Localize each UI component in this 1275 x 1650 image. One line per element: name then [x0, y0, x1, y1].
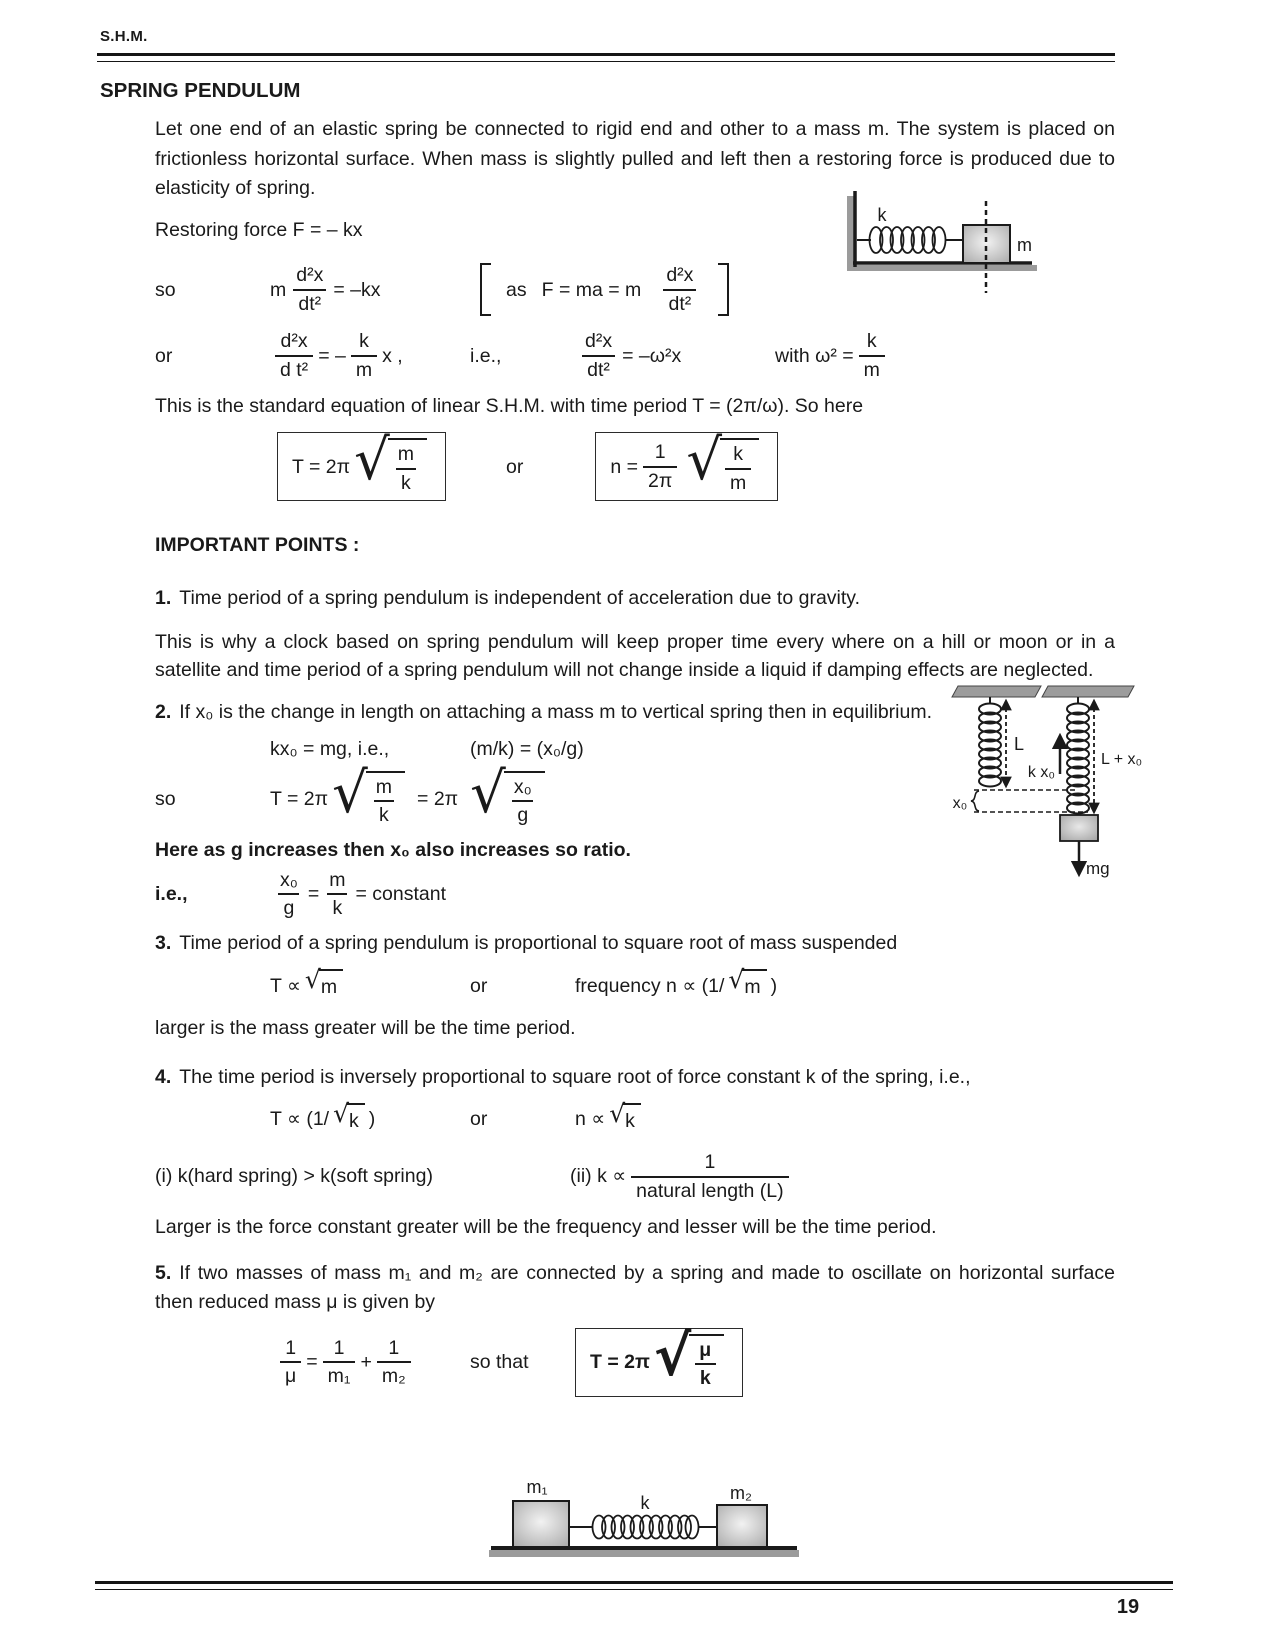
- mass1-block: [513, 1501, 569, 1547]
- spring-coil: [870, 227, 946, 253]
- diagram-two-mass-spring: [485, 1475, 805, 1567]
- point-1-text: Time period of a spring pendulum is independent of acceleration due to gravity.: [179, 586, 861, 609]
- diagram-horizontal-spring-mass: [838, 183, 1050, 305]
- intro-paragraph: Let one end of an elastic spring be connected to rigid end and other to a mass m. The system is placed on frictionless horizontal surface. When mass is slightly pulled and left then a restoring force is produced due to elasticity of spring.: [155, 118, 1115, 199]
- point-5-equation-row: [275, 1323, 1115, 1397]
- spring-coil: [593, 1515, 699, 1538]
- boxed-n-pre: n =: [610, 455, 639, 478]
- square-root: √ $\frac{m}{k}$: [354, 438, 427, 495]
- floor-shadow: [489, 1550, 799, 1557]
- diagram-vertical-spring: [938, 678, 1163, 893]
- square-root: √ $\frac{\text{x₀}}{g}$: [470, 771, 545, 828]
- close-paren: ): [770, 974, 778, 997]
- with-label: with ω² =: [775, 344, 854, 367]
- point-2-eq-b: (m/k) = (x₀/g): [470, 737, 584, 760]
- eq-so-rhs: = –kx: [333, 278, 381, 301]
- point-3: [155, 929, 1115, 957]
- diagram-two-mass-wrapper: [485, 1475, 1115, 1575]
- point-3-number: 3.: [155, 931, 172, 954]
- so-that-label: so that: [470, 1351, 529, 1374]
- square-root: √ $\frac{m}{k}$: [332, 771, 405, 828]
- boxed-reduced-mass-period: [575, 1323, 743, 1397]
- eq-ie-rhs: = –ω²x: [622, 344, 682, 367]
- square-root: √ k: [333, 1103, 365, 1136]
- or-word: or: [470, 1108, 488, 1131]
- boxed-time-period-equation: [277, 428, 446, 501]
- point-4-text: The time period is inversely proportional to square root of force constant k of the spring, i.e.,: [179, 1065, 971, 1088]
- point-4-t-expression: [270, 1098, 470, 1136]
- point-2-number: 2.: [155, 701, 172, 724]
- point-2-bold-line: Here as g increases then x₀ also increases so ratio.: [155, 838, 631, 861]
- fraction: $\frac{\text{d²x}}{\text{dt²}}$: [580, 329, 617, 382]
- left-bracket: [480, 263, 491, 316]
- eq-so-bracket: [470, 254, 739, 325]
- fraction: $\frac{1}{\text{m₁}}$: [323, 1336, 356, 1389]
- frequency-pre: frequency n ∝ (1/: [575, 974, 725, 997]
- fraction: $\frac{1}{2\pi}$: [643, 440, 677, 493]
- spring-constant-label: k: [877, 205, 887, 225]
- or-word: or: [506, 455, 524, 478]
- point-5-text: If two masses of mass m₁ and m₂ are connected by a spring and made to oscillate on horizontal surface then reduced mass μ is given by: [155, 1262, 1115, 1313]
- point-1: [155, 584, 1115, 612]
- point-1-number: 1.: [155, 586, 172, 609]
- wall-shadow: [847, 196, 854, 271]
- fraction: $\frac{\text{d²x}}{\text{dt²}}$: [661, 263, 698, 316]
- square-root: √ k: [609, 1103, 641, 1136]
- weight-label: mg: [1086, 859, 1110, 878]
- boxed-t-pre: T = 2π: [590, 1351, 650, 1374]
- eq-as-body: F = ma = m: [541, 278, 642, 301]
- section-title: SPRING PENDULUM: [100, 78, 301, 102]
- eq-with-expression: [775, 329, 890, 382]
- ie-label: i.e.,: [470, 344, 502, 367]
- standard-equation-line: This is the standard equation of linear S.H.M. with time period T = (2π/ω). So here: [155, 395, 864, 418]
- eq-so-coef: m: [270, 278, 287, 301]
- equals: =: [306, 1351, 318, 1374]
- point-4-number: 4.: [155, 1065, 172, 1088]
- eq-as-label: as: [506, 278, 527, 301]
- point-1-paragraph: This is why a clock based on spring pendulum will keep proper time every where on a hill or moon or in a satellite and time period of a spring pendulum will not change inside a liquid if damping effects are neglected.: [155, 630, 1115, 682]
- page-number: 19: [1116, 1596, 1140, 1618]
- ie-label: i.e.,: [155, 883, 188, 906]
- natural-length-label: L: [1014, 734, 1025, 754]
- point-4-n-expression: [575, 1098, 645, 1136]
- boxed-frequency-equation: [595, 428, 778, 501]
- point-3-t-expression: [270, 965, 470, 1002]
- t-prop: T ∝: [270, 974, 301, 997]
- point-2-eq-a: kx₀ = mg, i.e.,: [270, 737, 390, 760]
- point-4-items-row: [155, 1150, 1115, 1203]
- spring-constant-label: k: [640, 1492, 650, 1513]
- item-ii-pre: (ii) k ∝: [570, 1165, 627, 1188]
- floor-shadow: [847, 265, 1037, 271]
- boxed-t-pre: T = 2π: [292, 455, 351, 478]
- point-2-text: If x₀ is the change in length on attaching a mass m to vertical spring then in equilibrium.: [179, 701, 933, 724]
- square-root: √ m: [728, 969, 766, 1002]
- eq-or-label: or: [155, 344, 173, 367]
- spring-force-label: k x₀: [1027, 764, 1055, 781]
- t-pre: T = 2π: [270, 788, 329, 811]
- mass2-label: m₂: [730, 1482, 752, 1503]
- eq-or-x: x ,: [382, 344, 403, 367]
- ceiling-right: [1042, 686, 1134, 697]
- point-5: [155, 1259, 1115, 1316]
- square-root: √ $\frac{\mu}{k}$: [654, 1334, 724, 1391]
- left-spring-coil: [979, 704, 1001, 787]
- so-label: so: [155, 788, 176, 811]
- fraction: $\frac{1}{\mu}$: [280, 1336, 301, 1389]
- reduced-mass-expression: [275, 1336, 470, 1389]
- right-bracket: [718, 263, 729, 316]
- mass1-label: m₁: [526, 1476, 548, 1497]
- eq-so-label: so: [155, 278, 176, 301]
- eq-or-expression: [270, 329, 470, 382]
- eq-ie-expression: [575, 329, 775, 382]
- ratio-expression: [270, 868, 446, 921]
- stretched-length-label: L + x₀: [1101, 751, 1143, 768]
- eq-so-expression: [270, 263, 470, 316]
- right-spring-coil: [1067, 704, 1089, 814]
- equation-row-or: [100, 329, 1115, 382]
- hanging-mass-block: [1060, 815, 1098, 841]
- extension-brace: [971, 791, 979, 811]
- close-paren: ): [368, 1108, 376, 1131]
- t-prop-pre: T ∝ (1/: [270, 1108, 330, 1131]
- point-2-period-expression: [270, 760, 549, 828]
- square-root: √ m: [305, 969, 343, 1002]
- point-3-tail: larger is the mass greater will be the time period.: [155, 1017, 576, 1040]
- point-4-equation-row: [270, 1098, 1115, 1136]
- footer-rule: [95, 1581, 1173, 1590]
- square-root: √ $\frac{k}{m}$: [686, 438, 759, 495]
- point-4-item-i: (i) k(hard spring) > k(soft spring): [155, 1165, 433, 1188]
- eq-or-mid: = –: [318, 344, 346, 367]
- fraction: $\frac{m}{k}$: [329, 868, 346, 920]
- fraction: $\frac{\text{x₀}}{g}$: [280, 868, 298, 920]
- fraction: $\frac{\text{d²x}}{\text{dt²}}$: [291, 263, 328, 316]
- point-4-tail: Larger is the force constant greater will be the frequency and lesser will be the time period.: [155, 1216, 937, 1238]
- fraction: $\frac{1}{\text{m₂}}$: [377, 1336, 411, 1389]
- equals-constant: = constant: [355, 883, 447, 906]
- point-3-equation-row: [270, 965, 1115, 1002]
- extension-label: x₀: [952, 795, 968, 812]
- boxed-equations-row: [277, 428, 1115, 501]
- header-rule: [97, 53, 1115, 62]
- or-word: or: [470, 974, 488, 997]
- mass-label: m: [1017, 235, 1032, 255]
- point-4: [155, 1063, 1115, 1091]
- point-5-number: 5.: [155, 1262, 172, 1285]
- ceiling-left: [952, 686, 1041, 697]
- point-4-item-ii: [570, 1150, 794, 1203]
- fraction: $\frac{k}{m}$: [351, 329, 377, 382]
- fraction: $\frac{\text{d²x}}{\text{d t²}}$: [275, 329, 313, 382]
- equals-2pi: = 2π: [417, 788, 459, 811]
- point-3-text: Time period of a spring pendulum is proportional to square root of mass suspended: [179, 931, 898, 954]
- equals: =: [307, 883, 320, 906]
- point-3-n-expression: [575, 965, 778, 1002]
- restoring-force-line: Restoring force F = – kx: [155, 219, 363, 242]
- plus: +: [360, 1351, 372, 1374]
- fraction: $\frac{1}{\text{natural length (L)}}$: [631, 1150, 788, 1203]
- n-prop: n ∝: [575, 1108, 606, 1131]
- important-points-heading: IMPORTANT POINTS :: [155, 534, 360, 557]
- doc-header-label: S.H.M.: [100, 28, 148, 45]
- mass2-block: [717, 1505, 767, 1547]
- fraction: $\frac{k}{m}$: [859, 329, 885, 382]
